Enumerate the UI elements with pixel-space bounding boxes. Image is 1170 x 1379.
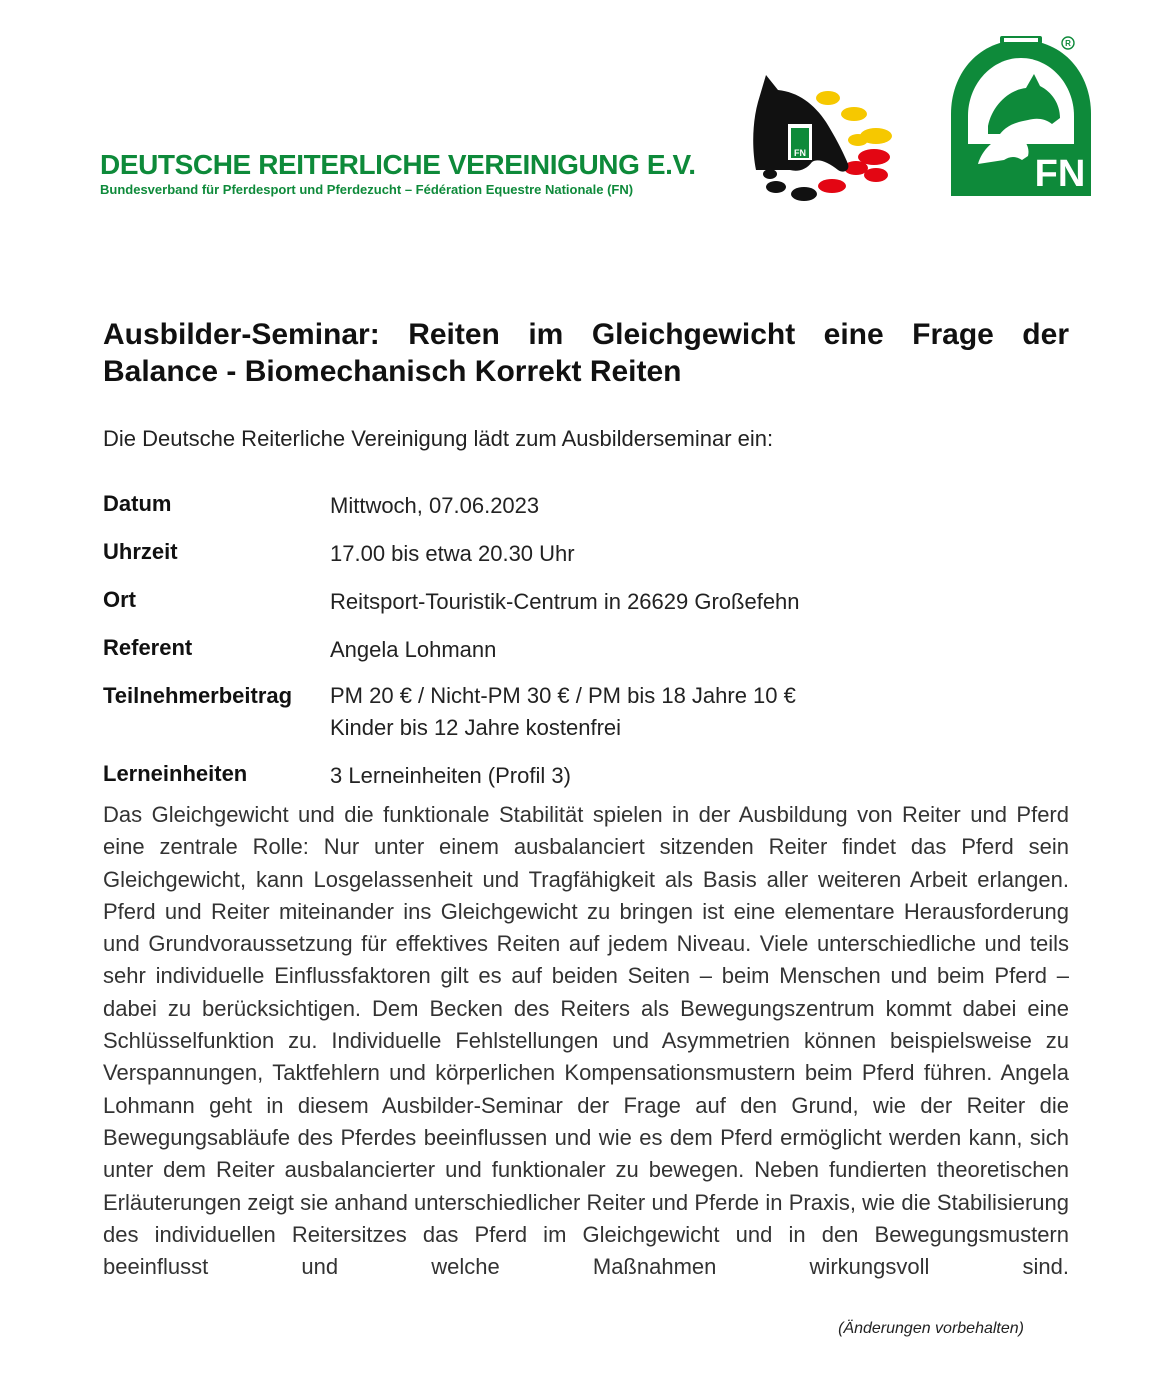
detail-row-fee [103,682,1069,744]
fn-logo-text: FN [1034,153,1086,195]
detail-value: Reitsport-Touristik-Centrum in 26629 Großefehn [330,589,800,614]
disclaimer-note: (Änderungen vorbehalten) [838,1320,1024,1337]
detail-value: PM 20 € / Nicht-PM 30 € / PM bis 18 Jahre 10 € Kinder bis 12 Jahre kostenfrei [330,683,796,740]
detail-row-time [103,538,1069,570]
detail-label: Lerneinheiten [103,761,248,786]
horse-dots-logo [748,70,898,205]
detail-value: Mittwoch, 07.06.2023 [330,493,540,518]
detail-row-location [103,586,1069,618]
detail-label: Uhrzeit [103,539,178,564]
fn-logo [948,34,1094,196]
detail-value: 3 Lerneinheiten (Profil 3) [330,763,571,788]
detail-row-speaker [103,634,1069,666]
organization-header [100,150,696,198]
detail-label: Teilnehmerbeitrag [103,683,293,708]
detail-value: Angela Lohmann [330,637,497,662]
detail-label: Datum [103,491,172,516]
detail-row-learning-units [103,760,1069,792]
seminar-title: Ausbilder-Seminar: Reiten im Gleichgewicht eine Frage der Balance - Biomechanisch Korrekt Reiten [103,318,1069,388]
detail-value: 17.00 bis etwa 20.30 Uhr [330,541,575,566]
registered-mark: R [1065,39,1071,48]
seminar-details [103,490,1069,808]
small-fn-logo-text: FN [794,148,806,158]
detail-row-date [103,490,1069,522]
organization-name: DEUTSCHE REITERLICHE VEREINIGUNG E.V. [100,149,696,180]
seminar-description: Das Gleichgewicht und die funktionale Stabilität spielen in der Ausbildung von Reiter und Pferd eine zentrale Rolle: Nur unter einem ausbalanciert sitzenden Reiter findet das Pferd sein Gleichgewicht, kann Losgelassenheit und Tragfähigkeit als Basis aller weiteren Arbeit erlangen. Pferd und Reiter miteinander ins Gleichgewicht zu bringen ist eine elementare Herausforderung und Grundvoraussetzung für effektives Reiten auf jedem Niveau. Viele unterschiedliche und teils sehr individuelle Einflussfaktoren gilt es auf beiden Seiten – beim Menschen und beim Pferd – dabei zu berücksichtigen. Dem Becken des Reiters als Bewegungszentrum kommt dabei eine Schlüsselfunktion zu. Individuelle Fehlstellungen und Asymmetrien können beispielsweise zu Verspannungen, Taktfehlern und körperlichen Kompensationsmustern beim Pferd führen. Angela Lohmann geht in diesem Ausbilder-Seminar der Frage auf den Grund, wie der Reiter die Bewegungsabläufe des Pferdes beeinflussen und wie es dem Pferd ermöglicht werden kann, sich unter dem Reiter ausbalancierter und funktionaler zu bewegen. Neben fundierten theoretischen Erläuterungen zeigt sie anhand unterschiedlicher Reiter und Pferde in Praxis, wie die Stabilisierung des individuellen Reitersitzes das Pferd im Gleichgewicht und in den Bewegungsmustern beeinflusst und welche Maßnahmen wirkungsvoll sind. [103,802,1069,1280]
detail-label: Ort [103,587,136,612]
detail-label: Referent [103,635,193,660]
intro-text: Die Deutsche Reiterliche Vereinigung lädt zum Ausbilderseminar ein: [103,426,774,451]
organization-subtitle: Bundesverband für Pferdesport und Pferdezucht – Fédération Equestre Nationale (FN) [100,182,634,197]
